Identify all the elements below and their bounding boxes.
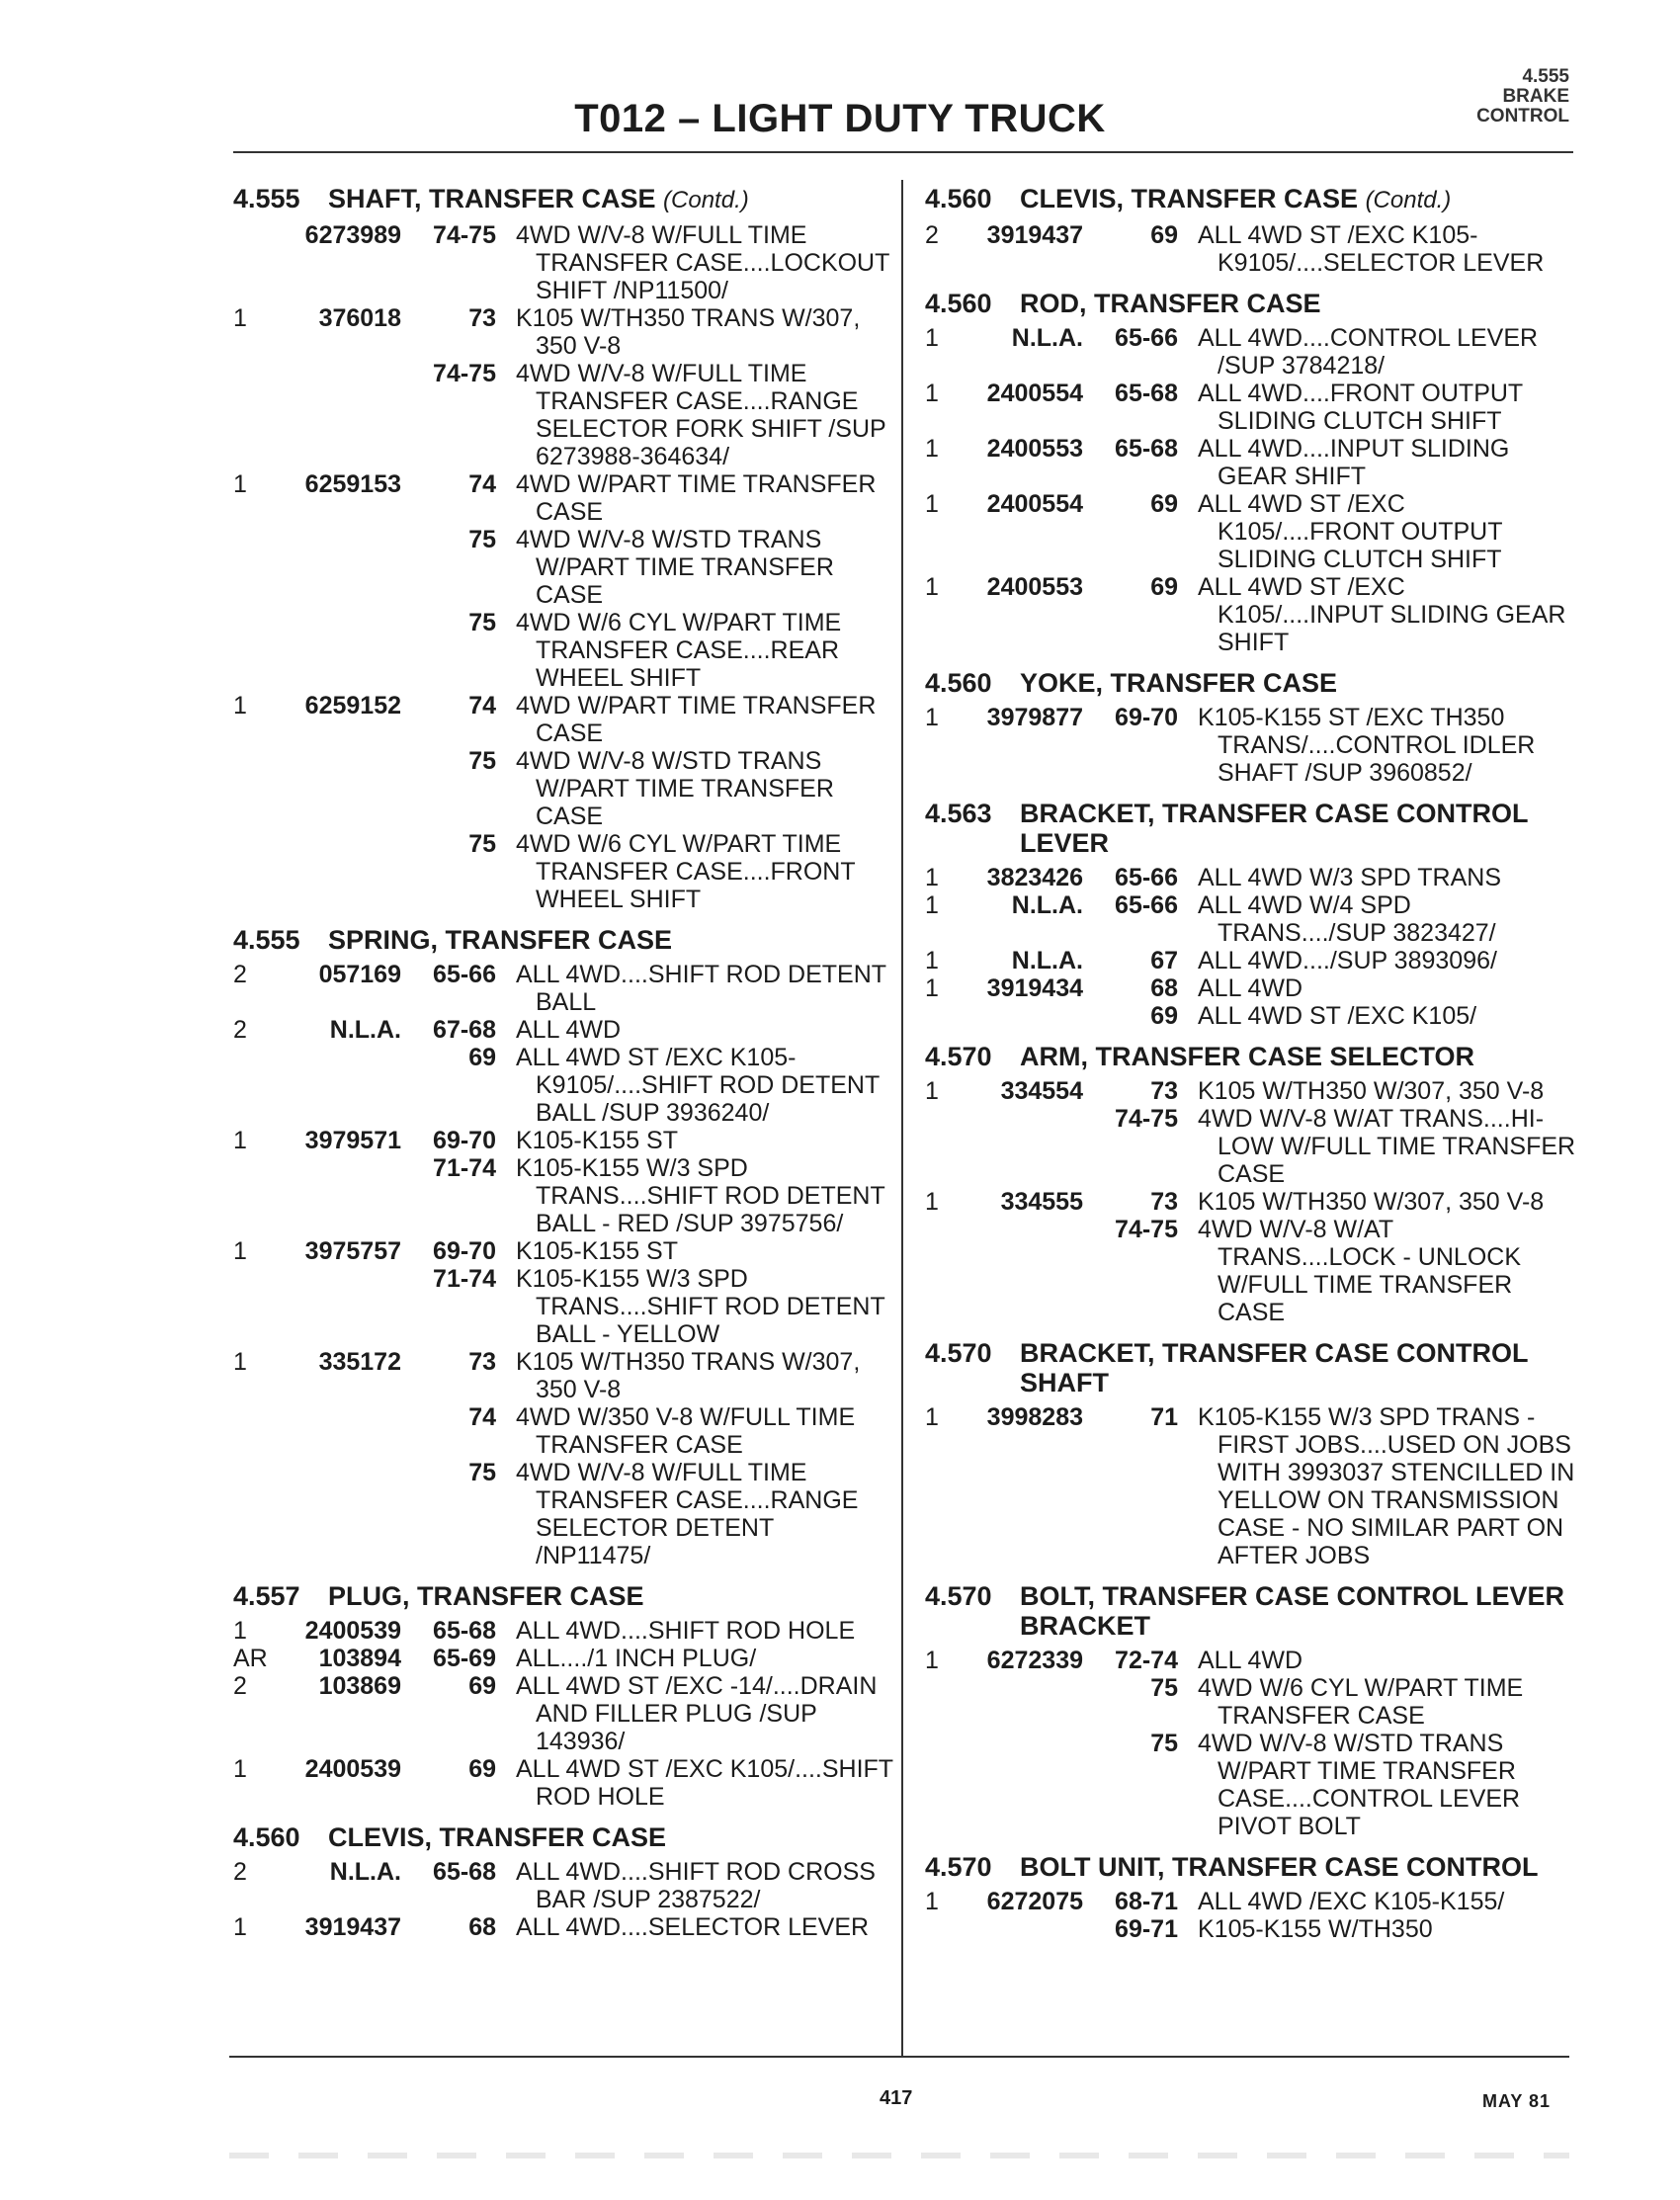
page-title: T012 – LIGHT DUTY TRUCK <box>574 97 1106 140</box>
section-name-text: BOLT, TRANSFER CASE CONTROL LEVER BRACKET <box>1020 1581 1565 1641</box>
quantity: 1 <box>233 1237 247 1265</box>
part-row <box>233 1617 893 1645</box>
model-years: 69 <box>468 1755 496 1783</box>
part-number: 335172 <box>318 1348 401 1376</box>
part-number: 103869 <box>318 1672 401 1700</box>
model-years: 69 <box>468 1044 496 1071</box>
quantity: 1 <box>233 692 247 719</box>
part-row <box>925 573 1577 656</box>
section-title <box>925 1852 1577 1882</box>
application-description: K105 W/TH350 W/307, 350 V-8 <box>1198 1077 1545 1105</box>
model-years: 74-75 <box>1115 1105 1178 1133</box>
part-number: 3979877 <box>986 704 1083 731</box>
model-years: 69 <box>1150 221 1178 249</box>
application-description: 4WD W/350 V-8 W/FULL TIME TRANSFER CASE <box>516 1403 856 1459</box>
part-row <box>925 435 1577 490</box>
part-row <box>925 1888 1577 1915</box>
section-name-text: CLEVIS, TRANSFER CASE <box>328 1822 667 1852</box>
quantity: 1 <box>925 1888 939 1915</box>
part-number: 3979571 <box>304 1127 401 1154</box>
part-number <box>961 1915 1097 1943</box>
model-years: 65-66 <box>1115 324 1178 352</box>
application-description: 4WD W/V-8 W/AT TRANS....HI-LOW W/FULL TIME TRANSFER CASE <box>1198 1105 1576 1188</box>
model-years: 75 <box>1150 1730 1178 1757</box>
part-number: 3823426 <box>986 864 1083 891</box>
part-row <box>233 1755 893 1811</box>
model-years: 73 <box>468 304 496 332</box>
quantity: 1 <box>233 1913 247 1941</box>
model-years: 74 <box>468 692 496 719</box>
part-row <box>233 1265 893 1348</box>
section-name <box>1020 1581 1577 1641</box>
part-row <box>925 1216 1577 1326</box>
part-number <box>961 1730 1097 1840</box>
part-row <box>925 974 1577 1002</box>
quantity: 1 <box>925 891 939 919</box>
quantity: 1 <box>233 1617 247 1645</box>
application-description: K105-K155 ST <box>516 1127 678 1154</box>
section-number: 4.570 <box>925 1581 992 1611</box>
quantity <box>925 1002 961 1030</box>
part-number: 3919434 <box>986 974 1083 1002</box>
application-description: 4WD W/6 CYL W/PART TIME TRANSFER CASE....REAR WHEEL SHIFT <box>516 609 842 692</box>
model-years: 69-70 <box>433 1237 496 1265</box>
model-years: 75 <box>1150 1674 1178 1702</box>
part-row <box>925 380 1577 435</box>
application-description: ALL 4WD ST /EXC K105/....INPUT SLIDING GEAR SHIFT <box>1198 573 1566 656</box>
section-name-text: BRACKET, TRANSFER CASE CONTROL LEVER <box>1020 799 1529 858</box>
application-description: K105-K155 ST <box>516 1237 678 1265</box>
section-number: 4.560 <box>925 184 992 213</box>
part-number: N.L.A. <box>1011 891 1083 919</box>
section-name-text: BRACKET, TRANSFER CASE CONTROL SHAFT <box>1020 1338 1529 1397</box>
application-description: 4WD W/PART TIME TRANSFER CASE <box>516 470 877 526</box>
quantity: 1 <box>925 704 939 731</box>
section-name-text: PLUG, TRANSFER CASE <box>328 1581 644 1611</box>
application-description: ALL 4WD <box>1198 974 1303 1002</box>
section-name <box>328 925 672 955</box>
application-description: ALL 4WD ST /EXC K105/....FRONT OUTPUT SLIDING CLUTCH SHIFT <box>1198 490 1503 573</box>
part-row <box>233 1913 893 1941</box>
model-years: 67-68 <box>433 1016 496 1044</box>
part-number <box>267 1459 415 1569</box>
part-row <box>233 1645 893 1672</box>
section-name <box>328 1581 644 1611</box>
application-description: K105-K155 W/TH350 <box>1198 1915 1433 1943</box>
model-years: 69 <box>468 1672 496 1700</box>
part-number <box>267 1403 415 1459</box>
part-row <box>233 747 893 830</box>
quantity: 1 <box>925 1403 939 1431</box>
part-number: 057169 <box>318 961 401 988</box>
model-years: 69 <box>1150 1002 1178 1030</box>
quantity: 2 <box>233 961 247 988</box>
quantity <box>233 1459 267 1569</box>
section-name <box>1020 799 1577 858</box>
application-description: 4WD W/V-8 W/STD TRANS W/PART TIME TRANSFER CASE <box>516 526 834 609</box>
part-number: 334555 <box>1000 1188 1083 1216</box>
application-description: ALL 4WD ST /EXC K105/....SHIFT ROD HOLE <box>516 1755 893 1811</box>
part-row <box>233 304 893 360</box>
model-years: 65-68 <box>1115 380 1178 407</box>
quantity <box>925 1105 961 1188</box>
part-number <box>267 1154 415 1237</box>
part-row <box>233 360 893 470</box>
part-number <box>961 1674 1097 1730</box>
part-row <box>925 1730 1577 1840</box>
quantity: 1 <box>233 304 247 332</box>
application-description: ALL 4WD /EXC K105-K155/ <box>1198 1888 1505 1915</box>
model-years: 65-66 <box>433 961 496 988</box>
section-name <box>1020 668 1337 698</box>
model-years: 73 <box>1150 1188 1178 1216</box>
part-number <box>267 747 415 830</box>
application-description: K105 W/TH350 W/307, 350 V-8 <box>1198 1188 1545 1216</box>
part-number: 2400553 <box>986 435 1083 463</box>
section-number: 4.570 <box>925 1852 992 1882</box>
application-description: ALL 4WD....SHIFT ROD HOLE <box>516 1617 856 1645</box>
quantity <box>925 1915 961 1943</box>
print-date: MAY 81 <box>1482 2091 1552 2111</box>
part-row <box>925 1188 1577 1216</box>
section-name-text: ARM, TRANSFER CASE SELECTOR <box>1020 1042 1475 1071</box>
section-name <box>328 184 749 215</box>
section-number: 4.557 <box>233 1581 300 1611</box>
section-name-text: SPRING, TRANSFER CASE <box>328 925 673 955</box>
application-description: ALL 4WD W/3 SPD TRANS <box>1198 864 1502 891</box>
section-number: 4.563 <box>925 799 992 828</box>
section-title <box>233 925 893 955</box>
part-row <box>925 1002 1577 1030</box>
column-divider <box>901 180 903 2056</box>
quantity: 2 <box>233 1858 247 1886</box>
header-rule <box>233 151 1573 153</box>
section-number: 4.560 <box>925 289 992 318</box>
quantity: 1 <box>233 1127 247 1154</box>
continued-note: (Contd.) <box>1365 187 1452 213</box>
section-title <box>925 799 1577 858</box>
model-years: 74-75 <box>433 221 496 249</box>
quantity: 1 <box>925 324 939 352</box>
part-number: 334554 <box>1000 1077 1083 1105</box>
scan-marks <box>229 2153 1569 2158</box>
section-title <box>925 289 1577 318</box>
section-ref-line: 4.555 <box>1522 66 1569 87</box>
quantity: 1 <box>925 573 939 601</box>
quantity: 1 <box>233 470 247 498</box>
model-years: 74 <box>468 1403 496 1431</box>
quantity: 1 <box>925 1188 939 1216</box>
model-years: 71-74 <box>433 1265 496 1293</box>
left-column <box>233 184 893 1941</box>
part-number: 3998283 <box>986 1403 1083 1431</box>
application-description: K105-K155 W/3 SPD TRANS - FIRST JOBS....USED ON JOBS WITH 3993037 STENCILLED IN YELLOW ON TRANSMISSION CASE - NO SIMILAR PART ON AFTER JOBS <box>1198 1403 1575 1569</box>
quantity <box>925 1730 961 1840</box>
section-title <box>925 1338 1577 1397</box>
model-years: 68 <box>468 1913 496 1941</box>
part-row <box>233 1154 893 1237</box>
part-row <box>233 1016 893 1044</box>
quantity: 2 <box>925 221 939 249</box>
part-number: 2400539 <box>304 1617 401 1645</box>
quantity <box>233 221 267 304</box>
quantity: 1 <box>233 1348 247 1376</box>
section-number: 4.570 <box>925 1042 992 1071</box>
section-name-text: CLEVIS, TRANSFER CASE <box>1020 184 1359 213</box>
quantity: 1 <box>925 947 939 974</box>
section-title <box>925 184 1577 215</box>
part-number: N.L.A. <box>329 1016 401 1044</box>
part-row <box>233 1672 893 1755</box>
section-ref-line: CONTROL <box>1476 106 1569 127</box>
part-number: 3919437 <box>986 221 1083 249</box>
model-years: 65-68 <box>433 1617 496 1645</box>
section-title <box>233 184 893 215</box>
part-row <box>925 490 1577 573</box>
model-years: 75 <box>468 830 496 858</box>
part-number: N.L.A. <box>1011 324 1083 352</box>
part-row <box>233 470 893 526</box>
part-number: 2400539 <box>304 1755 401 1783</box>
part-number <box>267 360 415 470</box>
quantity: 2 <box>233 1672 247 1700</box>
part-number: 2400553 <box>986 573 1083 601</box>
part-number <box>267 1265 415 1348</box>
quantity <box>233 360 267 470</box>
part-row <box>233 1348 893 1403</box>
part-row <box>233 1044 893 1127</box>
part-row <box>925 1403 1577 1569</box>
application-description: ALL 4WD <box>1198 1647 1303 1674</box>
section-ref-line: BRAKE <box>1502 86 1569 107</box>
part-number <box>961 1105 1097 1188</box>
part-row <box>925 1647 1577 1674</box>
part-row <box>233 1403 893 1459</box>
application-description: ALL..../1 INCH PLUG/ <box>516 1645 757 1672</box>
quantity <box>233 1265 267 1348</box>
section-number: 4.560 <box>925 668 992 698</box>
part-number <box>267 609 415 692</box>
application-description: ALL 4WD W/4 SPD TRANS..../SUP 3823427/ <box>1198 891 1496 947</box>
application-description: 4WD W/V-8 W/STD TRANS W/PART TIME TRANSFER CASE <box>516 747 834 830</box>
part-row <box>925 1915 1577 1943</box>
section-title <box>925 668 1577 698</box>
section-title <box>925 1042 1577 1071</box>
part-number: 2400554 <box>986 380 1083 407</box>
model-years: 68-71 <box>1115 1888 1178 1915</box>
model-years: 74-75 <box>1115 1216 1178 1243</box>
part-row <box>233 1127 893 1154</box>
section-name <box>1020 184 1451 215</box>
quantity: AR <box>233 1645 268 1672</box>
section-name <box>328 1822 666 1852</box>
part-row <box>233 1459 893 1569</box>
section-name <box>1020 1338 1577 1397</box>
part-number: 3919437 <box>304 1913 401 1941</box>
continued-note: (Contd.) <box>663 187 749 213</box>
model-years: 74-75 <box>433 360 496 387</box>
part-row <box>925 704 1577 787</box>
part-row <box>233 609 893 692</box>
part-number <box>961 1216 1097 1326</box>
application-description: ALL 4WD....SELECTOR LEVER <box>516 1913 870 1941</box>
part-row <box>233 1237 893 1265</box>
part-number: N.L.A. <box>1011 947 1083 974</box>
model-years: 74 <box>468 470 496 498</box>
part-row <box>233 692 893 747</box>
model-years: 68 <box>1150 974 1178 1002</box>
quantity: 1 <box>925 1077 939 1105</box>
quantity: 1 <box>233 1755 247 1783</box>
application-description: ALL 4WD..../SUP 3893096/ <box>1198 947 1497 974</box>
application-description: ALL 4WD....INPUT SLIDING GEAR SHIFT <box>1198 435 1510 490</box>
quantity: 1 <box>925 974 939 1002</box>
application-description: 4WD W/V-8 W/AT TRANS....LOCK - UNLOCK W/FULL TIME TRANSFER CASE <box>1198 1216 1521 1326</box>
part-row <box>233 526 893 609</box>
model-years: 69 <box>1150 490 1178 518</box>
model-years: 67 <box>1150 947 1178 974</box>
application-description: 4WD W/V-8 W/FULL TIME TRANSFER CASE....RANGE SELECTOR DETENT /NP11475/ <box>516 1459 859 1569</box>
part-number <box>267 1044 415 1127</box>
quantity: 2 <box>233 1016 247 1044</box>
quantity <box>233 1154 267 1237</box>
quantity: 1 <box>925 380 939 407</box>
quantity <box>233 609 267 692</box>
application-description: 4WD W/V-8 W/STD TRANS W/PART TIME TRANSFER CASE....CONTROL LEVER PIVOT BOLT <box>1198 1730 1521 1840</box>
part-number <box>961 1002 1097 1030</box>
model-years: 69-70 <box>433 1127 496 1154</box>
part-number: 6259153 <box>304 470 401 498</box>
quantity: 1 <box>925 1647 939 1674</box>
application-description: 4WD W/V-8 W/FULL TIME TRANSFER CASE....RANGE SELECTOR FORK SHIFT /SUP 6273988-364634/ <box>516 360 886 470</box>
part-row <box>925 1105 1577 1188</box>
part-number: 2400554 <box>986 490 1083 518</box>
section-number: 4.555 <box>233 184 300 213</box>
model-years: 72-74 <box>1115 1647 1178 1674</box>
model-years: 69-71 <box>1115 1915 1178 1943</box>
model-years: 71-74 <box>433 1154 496 1182</box>
section-name-text: ROD, TRANSFER CASE <box>1020 289 1321 318</box>
section-number: 4.570 <box>925 1338 992 1368</box>
part-number: 6272339 <box>986 1647 1083 1674</box>
application-description: ALL 4WD ST /EXC K105/ <box>1198 1002 1477 1030</box>
application-description: K105-K155 W/3 SPD TRANS....SHIFT ROD DETENT BALL - YELLOW <box>516 1265 885 1348</box>
model-years: 65-68 <box>433 1858 496 1886</box>
application-description: ALL 4WD....SHIFT ROD DETENT BALL <box>516 961 886 1016</box>
part-number: 376018 <box>318 304 401 332</box>
quantity <box>233 830 267 913</box>
section-name <box>1020 1852 1538 1882</box>
quantity <box>233 526 267 609</box>
part-row <box>925 1077 1577 1105</box>
part-row <box>925 221 1577 277</box>
application-description: ALL 4WD ST /EXC K105-K9105/....SELECTOR LEVER <box>1198 221 1545 277</box>
quantity: 1 <box>925 490 939 518</box>
model-years: 65-69 <box>433 1645 496 1672</box>
model-years: 71 <box>1150 1403 1178 1431</box>
quantity: 1 <box>925 864 939 891</box>
section-number: 4.555 <box>233 925 300 955</box>
part-row <box>233 961 893 1016</box>
part-number <box>267 830 415 913</box>
part-row <box>925 891 1577 947</box>
application-description: ALL 4WD....FRONT OUTPUT SLIDING CLUTCH SHIFT <box>1198 380 1523 435</box>
section-name <box>1020 1042 1474 1071</box>
application-description: ALL 4WD ST /EXC -14/....DRAIN AND FILLER PLUG /SUP 143936/ <box>516 1672 878 1755</box>
application-description: ALL 4WD....CONTROL LEVER /SUP 3784218/ <box>1198 324 1539 380</box>
part-row <box>233 830 893 913</box>
model-years: 65-68 <box>1115 435 1178 463</box>
model-years: 65-66 <box>1115 891 1178 919</box>
quantity <box>233 747 267 830</box>
section-name-text: SHAFT, TRANSFER CASE <box>328 184 656 213</box>
part-row <box>925 947 1577 974</box>
section-number: 4.560 <box>233 1822 300 1852</box>
section-name-text: BOLT UNIT, TRANSFER CASE CONTROL <box>1020 1852 1539 1882</box>
application-description: ALL 4WD....SHIFT ROD CROSS BAR /SUP 2387522/ <box>516 1858 876 1913</box>
part-number: N.L.A. <box>329 1858 401 1886</box>
model-years: 73 <box>1150 1077 1178 1105</box>
part-number: 3975757 <box>304 1237 401 1265</box>
application-description: K105-K155 W/3 SPD TRANS....SHIFT ROD DETENT BALL - RED /SUP 3975756/ <box>516 1154 885 1237</box>
part-number: 103894 <box>318 1645 401 1672</box>
part-number: 6259152 <box>304 692 401 719</box>
model-years: 69-70 <box>1115 704 1178 731</box>
part-number <box>267 526 415 609</box>
part-number: 6273989 <box>304 221 401 249</box>
application-description: K105 W/TH350 TRANS W/307, 350 V-8 <box>516 1348 861 1403</box>
part-row <box>233 221 893 304</box>
application-description: K105 W/TH350 TRANS W/307, 350 V-8 <box>516 304 861 360</box>
model-years: 75 <box>468 526 496 553</box>
application-description: 4WD W/V-8 W/FULL TIME TRANSFER CASE....LOCKOUT SHIFT /NP11500/ <box>516 221 889 304</box>
model-years: 69 <box>1150 573 1178 601</box>
part-row <box>925 324 1577 380</box>
application-description: 4WD W/6 CYL W/PART TIME TRANSFER CASE <box>1198 1674 1524 1730</box>
part-row <box>925 864 1577 891</box>
section-title <box>233 1581 893 1611</box>
application-description: K105-K155 ST /EXC TH350 TRANS/....CONTROL IDLER SHAFT /SUP 3960852/ <box>1198 704 1536 787</box>
part-row <box>925 1674 1577 1730</box>
model-years: 75 <box>468 747 496 775</box>
quantity <box>925 1674 961 1730</box>
section-name-text: YOKE, TRANSFER CASE <box>1020 668 1338 698</box>
section-title <box>925 1581 1577 1641</box>
model-years: 65-66 <box>1115 864 1178 891</box>
quantity <box>925 1216 961 1326</box>
model-years: 73 <box>468 1348 496 1376</box>
section-name <box>1020 289 1321 318</box>
part-row <box>233 1858 893 1913</box>
model-years: 75 <box>468 1459 496 1486</box>
quantity <box>233 1403 267 1459</box>
right-column <box>925 184 1577 1943</box>
section-title <box>233 1822 893 1852</box>
model-years: 75 <box>468 609 496 636</box>
footer-rule <box>229 2056 1569 2058</box>
application-description: ALL 4WD ST /EXC K105-K9105/....SHIFT ROD DETENT BALL /SUP 3936240/ <box>516 1044 880 1127</box>
application-description: 4WD W/PART TIME TRANSFER CASE <box>516 692 877 747</box>
quantity: 1 <box>925 435 939 463</box>
application-description: ALL 4WD <box>516 1016 622 1044</box>
quantity <box>233 1044 267 1127</box>
part-number: 6272075 <box>986 1888 1083 1915</box>
section-reference <box>1476 67 1569 127</box>
application-description: 4WD W/6 CYL W/PART TIME TRANSFER CASE....FRONT WHEEL SHIFT <box>516 830 856 913</box>
page-number: 417 <box>880 2087 913 2109</box>
